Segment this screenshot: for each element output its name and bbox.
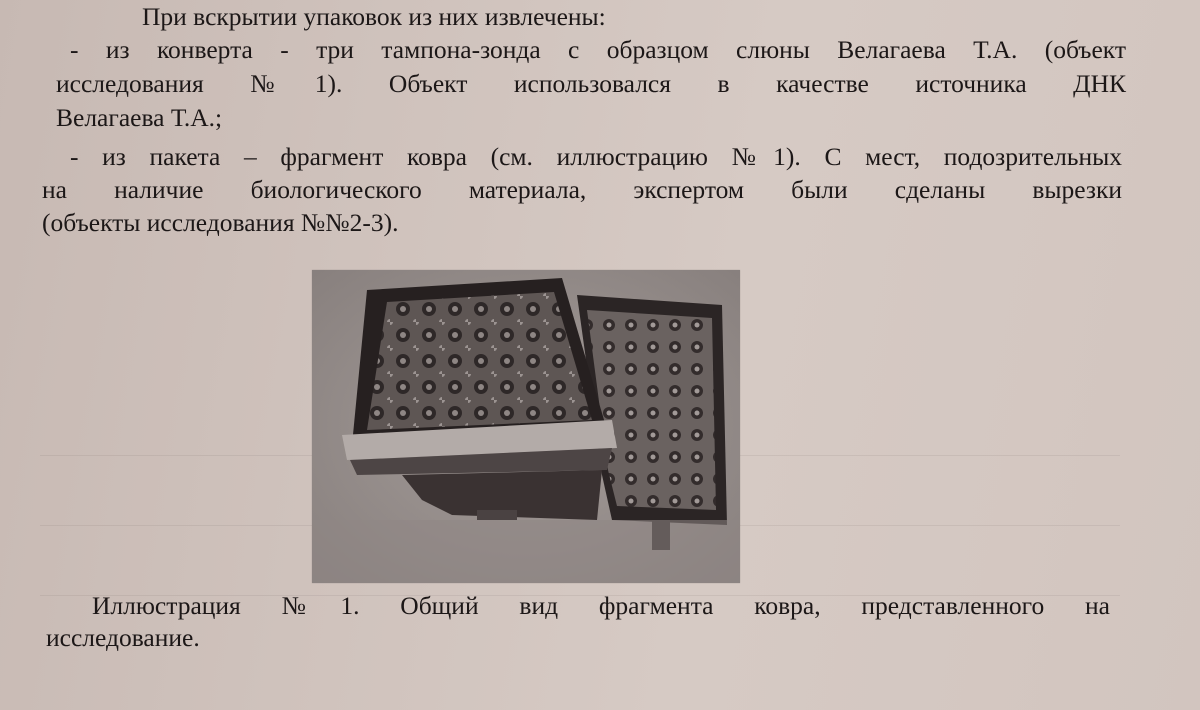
intro-line: При вскрытии упаковок из них извлечены: xyxy=(142,2,606,31)
item2-line2: на наличие биологического материала, экспертом были сделаны вырезки xyxy=(42,175,1122,204)
figure-caption-line1: Иллюстрация №1. Общий вид фрагмента ковра, представленного на xyxy=(92,591,1110,620)
show-through-text xyxy=(980,390,986,417)
item2-line1: - из пакета – фрагмент ковра (см. иллюстрацию №1). С мест, подозрительных xyxy=(70,142,1122,171)
carpet-fragment-photo xyxy=(312,270,740,583)
figure-caption-line2: исследование. xyxy=(46,623,200,652)
item1-line2: исследования №1). Объект использовался в качестве источника ДНК xyxy=(56,69,1126,98)
item2-line3: (объекты исследования №№2-3). xyxy=(42,208,399,237)
carpet-fragment-image xyxy=(312,270,740,583)
item1-line3: Велагаева Т.А.; xyxy=(56,103,223,132)
item1-line1: - из конверта - три тампона-зонда с образцом слюны Велагаева Т.А. (объект xyxy=(70,35,1126,64)
